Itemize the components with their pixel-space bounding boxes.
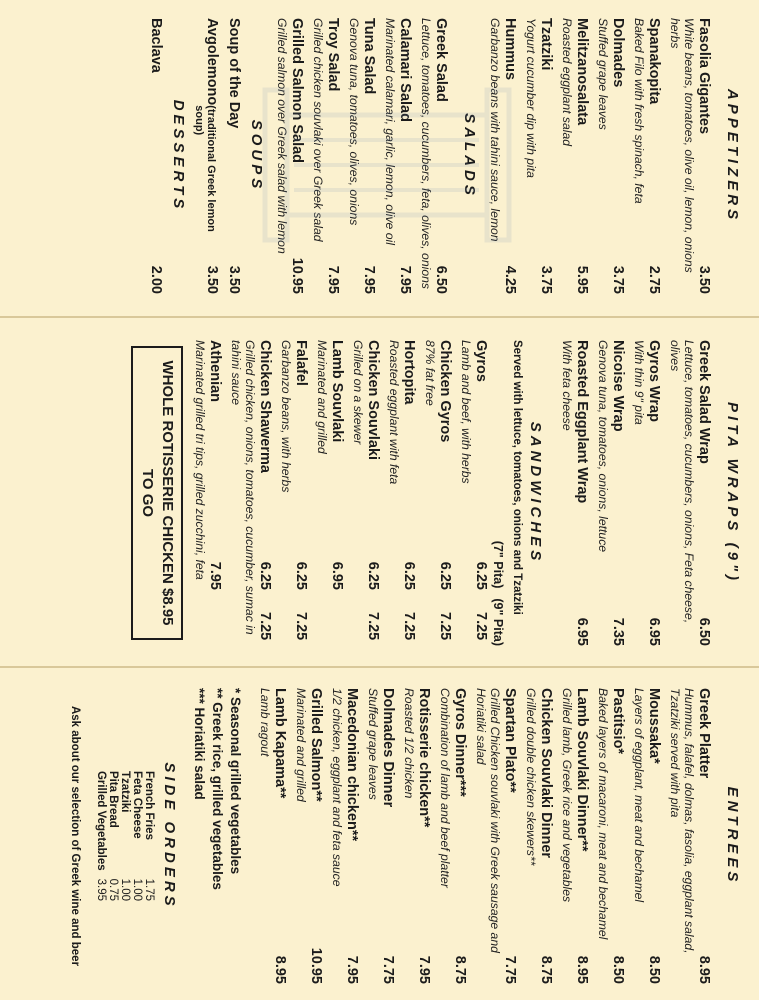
item-price: 8.50 — [646, 955, 662, 984]
item-name: Hortopita — [401, 340, 417, 405]
item-name: Lamb Kapama** — [272, 688, 288, 799]
item-price: 2.75 — [646, 265, 662, 294]
item-note: (traditional Greek lemon soup) — [193, 105, 217, 232]
item-description: Genova tuna, tomatoes, onions, lettuce — [596, 340, 610, 553]
item-description: Baked layers of macaroni, meat and bechamel — [596, 688, 610, 940]
menu-item-row — [272, 688, 288, 984]
item-description: 1/2 chicken, eggplant and feta sauce — [330, 688, 344, 887]
side-price: 1.00 — [119, 878, 131, 902]
sandwich-row — [365, 340, 381, 646]
item-price: 7.95 — [344, 955, 360, 984]
item-price: 7.75 — [380, 955, 396, 984]
sandwich-item — [193, 340, 223, 646]
item-name: Hummus — [502, 18, 518, 81]
price-9-inch: 7.25 — [401, 612, 417, 641]
menu-item — [402, 688, 432, 984]
sandwiches-heading: SANDWICHES — [527, 421, 544, 565]
item-name: Grilled Salmon Salad — [289, 18, 305, 164]
item-name: Chicken Souvlaki — [365, 340, 381, 461]
panel-appetizers — [0, 0, 759, 310]
appetizers-list — [488, 18, 712, 294]
menu-item — [524, 18, 554, 294]
menu-item — [632, 688, 662, 984]
price-9-inch: 7.25 — [257, 612, 273, 641]
menu-item-row — [433, 18, 449, 294]
menu-item-row — [646, 340, 662, 646]
promo-line-1: WHOLE ROTISSERIE CHICKEN $8.95 — [159, 360, 176, 626]
item-name: Rotisserie chicken** — [416, 688, 432, 828]
menu-item-row — [696, 688, 712, 984]
fold-divider — [0, 666, 759, 668]
item-description: 87% fat free — [423, 340, 437, 406]
item-description: Lamb ragout — [258, 688, 272, 757]
item-description: Roasted eggplant salad — [560, 18, 574, 147]
side-order-row — [143, 767, 155, 905]
desserts-list — [148, 18, 164, 294]
panel-pita-wraps — [0, 322, 759, 662]
item-description: Grilled double chicken skewers** — [524, 688, 538, 866]
item-description: Garbanzo beans, with herbs — [279, 340, 293, 493]
item-price: 7.35 — [610, 617, 626, 646]
item-name: Roasted Eggplant Wrap — [574, 340, 590, 504]
item-description: Marinated calamari, garlic, lemon, olive oil — [383, 18, 397, 245]
appetizers-heading: APPETIZERS — [724, 88, 741, 224]
menu-item-row — [226, 18, 242, 294]
menu-item-row — [696, 340, 712, 646]
item-description: Lamb and beef, with herbs — [459, 340, 473, 484]
item-description: With thin 9" pita — [632, 340, 646, 425]
item-price: 2.00 — [148, 265, 164, 294]
entrees-list — [258, 688, 712, 984]
side-orders-heading: SIDE ORDERS — [161, 762, 178, 910]
menu-item-row — [610, 688, 626, 984]
pita-wraps-list — [560, 340, 712, 646]
menu-item — [560, 18, 590, 294]
item-price: 10.95 — [308, 947, 324, 984]
price-9-inch — [207, 612, 223, 646]
side-price: 1.00 — [131, 878, 143, 902]
item-description: Combination of lamb and beef platter — [438, 688, 452, 888]
item-description: Layers of eggplant, meat and bechamel — [632, 688, 646, 903]
sandwich-item — [351, 340, 381, 646]
footnote-line: *** Horiatiki salad — [192, 688, 207, 800]
price-7-inch: 6.25 — [473, 561, 489, 590]
item-description: Stuffed grape leaves — [366, 688, 380, 800]
price-7-inch: 6.25 — [365, 561, 381, 590]
item-price: 7.95 — [361, 265, 377, 294]
entrees-heading: ENTREES — [724, 786, 741, 886]
menu-item-row — [289, 18, 305, 294]
item-description: Hummus, falafel, dolmas, fasolia, eggplant salad, Tzatziki served with pita — [668, 688, 696, 954]
item-name: Dolmades Dinner — [380, 688, 396, 808]
promo-line-2: TO GO — [139, 468, 156, 518]
item-name: Tzatziki — [538, 18, 554, 71]
menu-item — [596, 688, 626, 984]
menu-item — [294, 688, 324, 984]
item-name: Dolmades — [610, 18, 626, 88]
price-7-inch: 7.95 — [207, 561, 223, 590]
item-price: 7.95 — [325, 265, 341, 294]
item-name: Greek Salad Wrap — [696, 340, 712, 464]
sandwich-prices — [473, 562, 489, 646]
sandwich-row — [401, 340, 417, 646]
menu-item-row — [361, 18, 377, 294]
item-price: 8.50 — [610, 955, 626, 984]
sandwich-item — [279, 340, 309, 646]
price-9-inch: 7.25 — [365, 612, 381, 641]
item-name: Calamari Salad — [397, 18, 413, 122]
side-orders-table — [95, 767, 155, 905]
item-name: Greek Salad — [433, 18, 449, 102]
menu-item — [193, 18, 220, 294]
item-description: Yogurt cucumber dip with pita — [524, 18, 538, 178]
item-name: Chicken Souvlaki Dinner — [538, 688, 554, 859]
item-price: 8.95 — [574, 955, 590, 984]
side-price: 1.75 — [143, 878, 155, 902]
item-description: Marinated and grilled — [294, 688, 308, 802]
sandwich-row — [329, 340, 345, 646]
desserts-heading: DESSERTS — [170, 99, 187, 213]
item-price: 3.50 — [696, 265, 712, 294]
pita-wraps-heading: PITA WRAPS (9") — [724, 401, 741, 585]
menu-item-row — [696, 18, 712, 294]
menu-item-row — [502, 688, 518, 984]
sandwich-row — [437, 340, 453, 646]
side-name: Pita Bread — [107, 770, 119, 828]
menu-item-row — [325, 18, 341, 294]
sandwich-row — [293, 340, 309, 646]
col-small-label: (7" Pita) — [491, 540, 505, 589]
menu-item-row — [610, 340, 626, 646]
item-price: 3.75 — [610, 265, 626, 294]
item-description: Roasted eggplant with feta — [387, 340, 401, 485]
side-price: 0.75 — [107, 878, 119, 902]
menu-item-row — [574, 340, 590, 646]
item-description: Lettuce, tomatoes, cucumbers, onions, Feta cheese, olives — [668, 340, 696, 624]
item-name: Spanakopita — [646, 18, 662, 105]
menu-item-row — [538, 18, 554, 294]
sandwich-item — [423, 340, 453, 646]
side-order-row — [95, 767, 107, 905]
item-price: 6.50 — [696, 617, 712, 646]
item-name: Macedonian chicken** — [344, 688, 360, 842]
menu-item-row — [646, 18, 662, 294]
item-name: Moussaka* — [646, 688, 662, 764]
menu-item — [488, 18, 518, 294]
rotisserie-promo-box — [131, 346, 183, 640]
sandwich-prices — [257, 562, 273, 646]
sandwich-size-header — [491, 340, 505, 646]
side-order-row — [107, 767, 119, 905]
item-name: Chicken Shawerma — [257, 340, 273, 473]
menu-item — [383, 18, 413, 294]
item-price: 8.75 — [538, 955, 554, 984]
menu-item — [596, 18, 626, 294]
item-name: Lamb Souvlaki — [329, 340, 345, 443]
menu-item — [632, 340, 662, 646]
salads-list — [275, 18, 449, 294]
menu-item — [474, 688, 518, 984]
menu-item — [258, 688, 288, 984]
item-name: Fasolia Gigantes — [696, 18, 712, 135]
price-7-inch: 6.25 — [293, 561, 309, 590]
col-large-label: (9" Pita) — [491, 598, 505, 646]
sandwich-item — [315, 340, 345, 646]
sandwich-prices — [401, 562, 417, 646]
wine-beer-note: Ask about our selection of Greek wine and beer — [69, 705, 81, 967]
menu-item — [148, 18, 164, 294]
item-price: 6.95 — [574, 617, 590, 646]
menu-item — [668, 340, 712, 646]
menu-item-row — [574, 688, 590, 984]
side-name: Tzatziki — [119, 770, 131, 813]
menu-item — [560, 688, 590, 984]
item-description: Grilled chicken souvlaki over Greek salad — [311, 18, 325, 242]
footnote-line: ** Greek rice, grilled vegetables — [210, 688, 225, 890]
item-name: Soup of the Day — [226, 18, 242, 129]
item-name: Tuna Salad — [361, 18, 377, 95]
item-description: White beans, tomatoes, olive oil, lemon, onions herbs — [668, 18, 696, 273]
sandwich-prices — [437, 562, 453, 646]
menu-item-row — [416, 688, 432, 984]
item-description: Garbanzo beans with tahini sauce, lemon — [488, 18, 502, 242]
sandwich-row — [473, 340, 489, 646]
menu-item — [560, 340, 590, 646]
menu-item — [524, 688, 554, 984]
menu-item-row — [502, 18, 518, 294]
price-7-inch: 6.25 — [401, 561, 417, 590]
item-price: 3.50 — [226, 265, 242, 294]
item-price: 3.75 — [538, 265, 554, 294]
item-description: Grilled on a skewer — [351, 340, 365, 445]
menu-item-row — [452, 688, 468, 984]
item-description: Grilled salmon over Greek salad with lemon — [275, 18, 289, 254]
item-price: 6.50 — [433, 265, 449, 294]
menu-item-row — [193, 18, 220, 294]
item-name: Gyros — [473, 340, 489, 382]
sandwiches-list — [193, 340, 489, 646]
item-price: 4.25 — [502, 265, 518, 294]
sandwich-prices — [365, 562, 381, 646]
price-9-inch: 7.25 — [473, 612, 489, 641]
price-9-inch: 7.25 — [437, 612, 453, 641]
price-7-inch: 6.25 — [257, 561, 273, 590]
soups-heading: SOUPS — [248, 119, 265, 193]
side-order-row — [131, 767, 143, 905]
item-price: 8.95 — [272, 955, 288, 984]
item-description: Stuffed grape leaves — [596, 18, 610, 130]
item-name: Grilled Salmon** — [308, 688, 324, 802]
panel-entrees — [0, 670, 759, 1000]
item-price: 7.75 — [502, 955, 518, 984]
item-description: Grilled lamb, Greek rice and vegetables — [560, 688, 574, 903]
sandwich-prices — [293, 562, 309, 646]
item-name: Athenian — [207, 340, 223, 403]
item-description: With feta cheese — [560, 340, 574, 431]
item-name: Chicken Gyros — [437, 340, 453, 443]
item-description: Marinated grilled tri tips, grilled zucchini, feta — [193, 340, 207, 580]
sandwich-item — [387, 340, 417, 646]
item-description: Grilled chicken, onions, tomatoes, cucumber, sumac in tahini sauce — [229, 340, 257, 635]
menu-item — [632, 18, 662, 294]
item-description: Roasted 1/2 chicken — [402, 688, 416, 799]
item-name: Avgolemono — [204, 18, 220, 106]
price-7-inch: 6.25 — [437, 561, 453, 590]
sandwich-row — [207, 340, 223, 646]
item-name: Pastitsio* — [610, 688, 626, 755]
side-name: French Fries — [143, 770, 155, 840]
sandwich-prices — [329, 562, 345, 646]
sandwich-row — [257, 340, 273, 646]
item-price: 10.95 — [289, 257, 305, 294]
menu-item — [668, 18, 712, 294]
menu-item-row — [538, 688, 554, 984]
menu-item — [275, 18, 305, 294]
menu-item — [311, 18, 341, 294]
menu-item-row — [344, 688, 360, 984]
item-name: Greek Platter — [696, 688, 712, 779]
side-name: Grilled Vegetables — [95, 770, 107, 871]
item-price: 8.75 — [452, 955, 468, 984]
menu-item — [419, 18, 449, 294]
menu-item — [347, 18, 377, 294]
menu-item — [438, 688, 468, 984]
menu-item-row — [397, 18, 413, 294]
item-name: Troy Salad — [325, 18, 341, 92]
side-order-row — [119, 767, 131, 905]
menu-item-row — [610, 18, 626, 294]
item-name: Gyros Dinner*** — [452, 688, 468, 797]
menu-item — [596, 340, 626, 646]
item-description: Genova tuna, tomatoes, olives, onions — [347, 18, 361, 226]
item-name: Melitzanosalata — [574, 18, 590, 126]
entree-notes — [190, 688, 244, 984]
soups-list — [193, 18, 242, 294]
fold-divider — [0, 316, 759, 318]
sandwich-item — [459, 340, 489, 646]
sandwiches-subtitle: Served with lettuce, tomatoes, onions and Tzatziki — [511, 340, 523, 615]
item-price: 6.95 — [646, 617, 662, 646]
menu-item — [366, 688, 396, 984]
menu-item — [668, 688, 712, 984]
salads-heading: SALADS — [461, 113, 478, 199]
item-description: Lettuce, tomatoes, cucumbers, feta, olives, onions — [419, 18, 433, 289]
item-name: Gyros Wrap — [646, 340, 662, 422]
item-name: Spartan Plato** — [502, 688, 518, 793]
sandwich-prices — [207, 562, 223, 646]
menu-item — [226, 18, 242, 294]
item-description: Baked Filo with fresh spinach, feta — [632, 18, 646, 204]
sandwich-item — [229, 340, 273, 646]
item-name: Falafel — [293, 340, 309, 386]
item-name: Lamb Souvlaki Dinner** — [574, 688, 590, 852]
item-price: 5.95 — [574, 265, 590, 294]
item-price: 3.50 — [204, 265, 220, 294]
item-name: Nicoise Wrap — [610, 340, 626, 432]
price-9-inch: 7.25 — [293, 612, 309, 641]
footnote-line: * Seasonal grilled vegetables — [228, 688, 243, 875]
item-price: 7.95 — [397, 265, 413, 294]
menu-item-row — [646, 688, 662, 984]
item-description: Grilled Chicken souvlaki with Greek sausage and Horiatiki salad — [474, 688, 502, 953]
side-orders-table-wrap — [95, 688, 155, 984]
side-price: 3.95 — [95, 878, 107, 902]
menu-item-row — [148, 18, 164, 294]
menu-item — [330, 688, 360, 984]
menu-item-row — [574, 18, 590, 294]
side-name: Feta Cheese — [131, 770, 143, 839]
price-7-inch: 6.95 — [329, 561, 345, 590]
menu-item-row — [380, 688, 396, 984]
item-price: 7.95 — [416, 955, 432, 984]
price-9-inch — [329, 612, 345, 646]
item-price: 8.95 — [696, 955, 712, 984]
menu-item-row — [308, 688, 324, 984]
item-description: Marinated and grilled — [315, 340, 329, 454]
item-name: Baclava — [148, 18, 164, 73]
